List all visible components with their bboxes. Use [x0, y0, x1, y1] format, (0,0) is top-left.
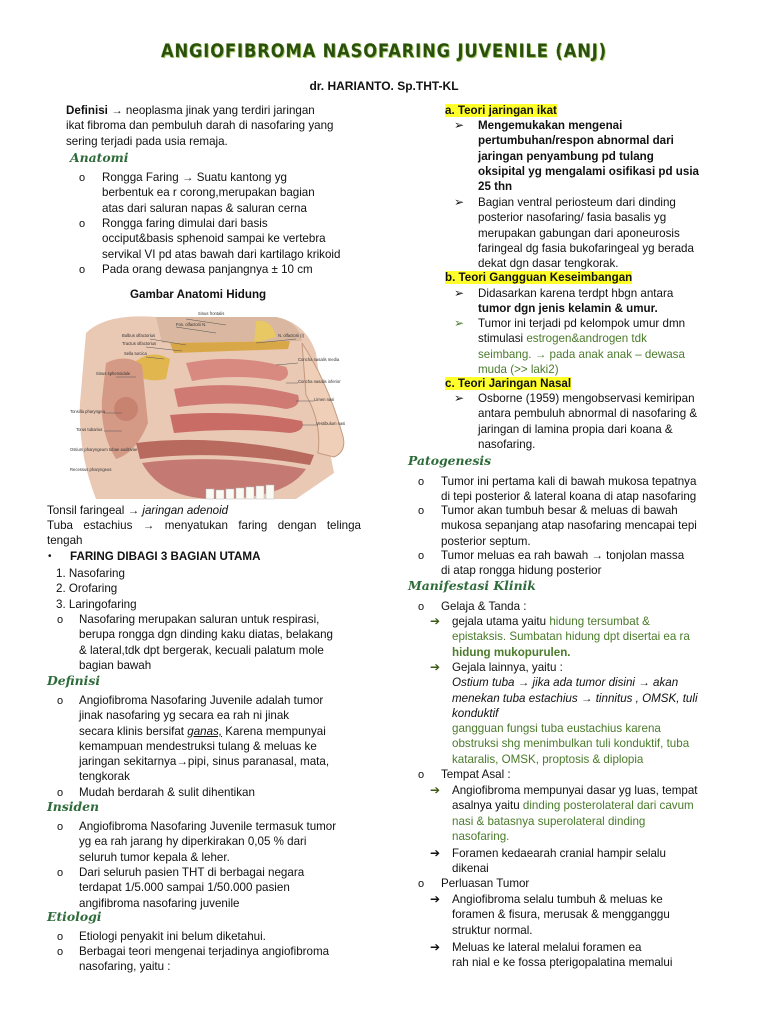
list-item: 3. Laringofaring	[56, 597, 137, 611]
text-span: Karena mempunyai	[222, 724, 326, 738]
list-item	[452, 783, 722, 844]
list-item-line: bagian bawah	[79, 658, 152, 672]
highlighted-heading: b. Teori Gangguan Keseimbangan	[445, 271, 633, 284]
list-item-line: angifibroma nasofaring juvenile	[79, 896, 240, 910]
figure-label: Concha nasalis media	[298, 357, 340, 362]
list-item-line: Etiologi penyakit ini belum diketahui.	[79, 930, 266, 943]
list-item-line: servikal VI pd atas bawah dari kartilago krikoid	[102, 247, 341, 261]
circle-bullet-icon: o	[57, 787, 64, 799]
circle-bullet-icon: o	[57, 867, 64, 879]
list-item	[79, 785, 255, 800]
arrow-bullet-icon: ➔	[430, 940, 441, 954]
list-item	[452, 892, 722, 938]
list-item-line: hidung mukopurulen.	[452, 645, 571, 659]
list-item-line: atas dari saluran napas & saluran cerna	[102, 201, 307, 215]
circle-bullet-icon: o	[79, 218, 86, 230]
list-item-line: Nasofaring merupakan saluran untuk respirasi,	[79, 613, 320, 626]
arrow-bullet-icon: ➔	[430, 660, 441, 674]
document-title: ANGIOFIBROMA NASOFARING JUVENILE (ANJ)	[160, 40, 608, 62]
text-span: gejala utama yaitu	[452, 615, 550, 628]
list-item-line: posterior nasofaring/ fasia basalis yg	[478, 211, 667, 225]
figure-label: N. olfactorii (I)	[278, 333, 305, 338]
text-span: asalnya yaitu	[452, 799, 523, 813]
faring-heading: FARING DIBAGI 3 BAGIAN UTAMA	[70, 550, 261, 563]
list-item-line	[79, 724, 362, 739]
figure-caption: Gambar Anatomi Hidung	[130, 288, 267, 301]
arrow-bullet-icon: ➔	[430, 892, 441, 906]
list-item-line	[478, 331, 722, 346]
nasal-anatomy-illustration	[66, 303, 354, 503]
list-item-line: oksipital yg mengalami osifikasi pd usia	[478, 164, 699, 178]
tonsil-text: jaringan adenoid	[139, 504, 229, 517]
section-heading-definisi: Definisi	[47, 673, 101, 688]
list-item	[452, 614, 722, 660]
intro-definition	[66, 103, 360, 149]
green-text: hidung tersumbat &	[549, 615, 650, 628]
circle-bullet-icon: o	[57, 614, 64, 626]
list-item-line: rah nial e ke fossa pterigopalatina memalui	[452, 956, 673, 970]
text-span: stimulasi	[478, 332, 527, 346]
figure-label: Sella turcica	[124, 351, 147, 356]
tuba-text: Tuba estachius → menyatukan faring dengan telinga	[47, 519, 361, 532]
list-item-line: jaringan sekitarnya→pipi, sinus paranasal, mata,	[79, 755, 330, 769]
teori-a-heading	[445, 103, 557, 118]
list-item	[441, 503, 722, 549]
list-item-line: Tumor ini terjadi pd kelompok umur dmn	[478, 317, 686, 330]
list-item	[452, 660, 722, 767]
list-item-line: Ostium tuba → jika ada tumor disini → akan	[452, 676, 679, 690]
list-item	[79, 865, 362, 911]
definisi-label: Definisi	[66, 104, 108, 117]
list-item-line: Angiofibroma selalu tumbuh & meluas ke	[452, 893, 663, 906]
list-item-line: Rongga Faring → Suatu kantong yg	[102, 171, 287, 184]
list-item	[79, 693, 362, 785]
intro-text: neoplasma jinak yang terdiri jaringan	[122, 104, 315, 117]
list-item-line: dekat dgn dasar tengkorak.	[478, 257, 619, 271]
list-item	[79, 944, 362, 975]
circle-bullet-icon: o	[57, 695, 64, 707]
list-item-line: foramen & fisura, merusak & mengganggu	[452, 908, 670, 922]
figure-label: Vestibulum nasi	[316, 421, 346, 426]
intro-text: ikat fibroma dan pembuluh darah di nasofaring yang	[66, 119, 334, 133]
teori-c-heading	[445, 376, 571, 391]
intro-text: sering terjadi pada usia remaja.	[66, 134, 228, 148]
circle-bullet-icon: o	[57, 931, 64, 943]
triangle-bullet-icon: ➢	[454, 316, 465, 330]
list-item-line: posterior septum.	[441, 534, 531, 548]
figure-label: Fos. olfactorii N.	[176, 322, 207, 327]
list-item-line: jinak nasofaring yg secara ea rah ni jinak	[79, 709, 290, 723]
list-item-line: Gejala lainnya, yaitu :	[452, 661, 563, 674]
arrow-bullet-icon: ➔	[430, 783, 441, 797]
list-item-line: Pada orang dewasa panjangnya ± 10 cm	[102, 263, 313, 276]
tuba-text: tengah	[47, 534, 83, 548]
list-item-line: nasofaring.	[478, 437, 536, 451]
arrow-icon: →	[111, 104, 123, 117]
list-item-line: Tumor ini pertama kali di bawah mukosa tepatnya	[441, 475, 697, 488]
list-item-line: Rongga faring dimulai dari basis	[102, 217, 268, 230]
section-heading-etiologi: Etiologi	[47, 909, 102, 924]
list-item-line: Bagian ventral periosteum dari dinding	[478, 196, 676, 209]
section-heading-manifestasi: Manifestasi Klinik	[408, 578, 536, 593]
bullet-icon: •	[48, 551, 52, 562]
list-item-line: faringeal dg fasia bukofaringeal yg berada	[478, 241, 694, 255]
tempat-label: Tempat Asal :	[441, 768, 511, 781]
nasofaring-description	[79, 612, 362, 673]
list-item-line: kataralis, OMSK, proptosis & diplopia	[452, 752, 644, 766]
circle-bullet-icon: o	[418, 769, 425, 781]
list-item-line: Mengemukakan mengenai	[478, 119, 623, 132]
circle-bullet-icon: o	[418, 550, 425, 562]
list-item-line: mukosa sepanjang atap nasofaring mencapai tepi	[441, 519, 697, 533]
list-item-line: gangguan fungsi tuba eustachius karena	[452, 722, 661, 736]
highlighted-heading: c. Teori Jaringan Nasal	[445, 377, 572, 390]
list-item-line: Osborne (1959) mengobservasi kemiripan	[478, 392, 695, 405]
arrow-icon: →	[127, 504, 140, 517]
tonsil-line	[47, 503, 228, 518]
circle-bullet-icon: o	[418, 878, 425, 890]
list-item: 1. Nasofaring	[56, 567, 125, 580]
circle-bullet-icon: o	[418, 601, 425, 613]
list-item	[478, 286, 722, 317]
list-item-line: 25 thn	[478, 180, 513, 194]
faring-parts-list	[56, 566, 137, 612]
list-item-line: di atap rongga hidung posterior	[441, 564, 602, 578]
circle-bullet-icon: o	[418, 476, 425, 488]
list-item	[478, 316, 722, 377]
circle-bullet-icon: o	[79, 264, 86, 276]
list-item-line: antara pembuluh abnormal di nasofaring &	[478, 407, 698, 421]
list-item	[478, 391, 722, 452]
perluasan-label: Perluasan Tumor	[441, 877, 530, 890]
list-item-line: tengkorak	[79, 770, 130, 784]
list-item-line: seimbang. → pada anak anak – dewasa	[478, 347, 685, 361]
highlighted-heading: a. Teori jaringan ikat	[445, 104, 557, 117]
circle-bullet-icon: o	[57, 821, 64, 833]
list-item	[102, 170, 361, 216]
list-item-line: menekan tuba estachius → tinnitus , OMSK, tuli	[452, 691, 698, 705]
section-heading-insiden: Insiden	[47, 799, 100, 814]
green-text: dinding posterolateral dari cavum	[522, 799, 694, 813]
list-item-line: yg ea rah jarang hy diperkirakan 0,05 % dari	[79, 835, 307, 849]
list-item-line: struktur normal.	[452, 923, 533, 937]
list-item-line: Angiofibroma mempunyai dasar yg luas, tempat	[452, 784, 698, 797]
list-item-line: nasi & batasnya superolateral dinding	[452, 814, 646, 828]
figure-label: Ostium pharyngeum tubae auditivae	[70, 447, 138, 452]
list-item-line: occiput&basis sphenoid sampai ke vertebra	[102, 232, 326, 246]
list-item-line: Tumor meluas ea rah bawah → tonjolan massa	[441, 549, 685, 562]
figure-label: Recessus pharyngeus	[70, 467, 112, 472]
list-item-line: seluruh tumor kepala & leher.	[79, 850, 230, 864]
list-item-line: Angiofibroma Nasofaring Juvenile adalah tumor	[79, 694, 324, 707]
list-item-line: Angiofibroma Nasofaring Juvenile termasuk tumor	[79, 820, 337, 833]
list-item-line: jaringan penyambung pd tulang	[478, 149, 654, 163]
list-item-line: nasofaring, yaitu :	[79, 960, 171, 974]
triangle-bullet-icon: ➢	[454, 195, 465, 209]
circle-bullet-icon: o	[57, 946, 64, 958]
gejala-label: Gelaja & Tanda :	[441, 600, 527, 613]
list-item	[441, 474, 722, 505]
list-item-line: Tumor akan tumbuh besar & meluas di bawah	[441, 504, 678, 517]
list-item: 2. Orofaring	[56, 582, 118, 596]
list-item-line: merupakan gabungan dari aponeurosis	[478, 226, 680, 240]
list-item-line: nasofaring.	[452, 829, 510, 843]
list-item-line: konduktif	[452, 706, 499, 720]
circle-bullet-icon: o	[79, 172, 86, 184]
list-item-line: kemampuan mendestruksi tulang & meluas ke	[79, 739, 317, 753]
list-item	[452, 940, 722, 971]
figure-label: Tonsilla pharyngea	[70, 409, 105, 414]
list-item-line: & lateral,tdk dpt bergerak, kecuali palatum mole	[79, 643, 324, 657]
section-heading-patogenesis: Patogenesis	[408, 453, 492, 468]
underlined-text: ganas,	[187, 724, 223, 738]
tonsil-label: Tonsil faringeal	[47, 504, 128, 517]
teori-b-heading	[445, 270, 632, 285]
list-item	[79, 819, 362, 865]
figure-label: Bulbus olfactorius	[122, 333, 156, 338]
circle-bullet-icon: o	[418, 505, 425, 517]
figure-label: Limen nasi	[314, 397, 335, 402]
list-item-line: Didasarkan karena terdpt hbgn antara	[478, 287, 674, 300]
list-item-line: pertumbuhan/respon abnormal dari	[478, 134, 674, 148]
triangle-bullet-icon: ➢	[454, 118, 465, 132]
list-item	[79, 929, 362, 944]
list-item-line: berupa rongga dgn dinding kaku diatas, belakang	[79, 628, 333, 642]
list-item	[478, 118, 722, 194]
list-item-line: Foramen kedaearah cranial hampir selalu	[452, 847, 666, 860]
text-span: secara klinis bersifat	[79, 724, 188, 738]
triangle-bullet-icon: ➢	[454, 391, 465, 405]
list-item	[478, 195, 722, 271]
arrow-bullet-icon: ➔	[430, 846, 441, 860]
list-item	[441, 548, 722, 579]
list-item-line	[452, 798, 722, 813]
author-line: dr. HARIANTO. Sp.THT-KL	[309, 79, 459, 93]
list-item	[452, 846, 722, 877]
list-item-line: Berbagai teori mengenai terjadinya angiofibroma	[79, 945, 330, 958]
arrow-bullet-icon: ➔	[430, 614, 441, 628]
list-item-line: Meluas ke lateral melalui foramen ea	[452, 941, 642, 954]
list-item-line: muda (>> laki2)	[478, 362, 559, 376]
triangle-bullet-icon: ➢	[454, 286, 465, 300]
green-text: estrogen&androgen tdk	[526, 332, 647, 346]
list-item-line: Mudah berdarah & sulit dihentikan	[79, 786, 255, 799]
list-item-line: Dari seluruh pasien THT di berbagai negara	[79, 866, 305, 879]
list-item-line: jaringan di lamina propia dari koana &	[478, 422, 673, 436]
list-item-line	[452, 614, 722, 629]
list-item	[102, 216, 361, 262]
figure-label: Sinus frontalis	[198, 311, 225, 316]
list-item	[102, 262, 361, 277]
list-item-line: terdapat 1/5.000 sampai 1/50.000 pasien	[79, 881, 290, 895]
list-item-line: epistaksis. Sumbatan hidung dpt disertai ea ra	[452, 630, 690, 644]
list-item-line: dikenai	[452, 862, 489, 876]
list-item-line: berbentuk ea r corong,merupakan bagian	[102, 186, 315, 200]
figure-label: Torus tubarius	[76, 427, 103, 432]
list-item-line: di tepi posterior & lateral koana di atap nasofaring	[441, 490, 697, 504]
figure-label: Sinus sphenoidale	[96, 371, 131, 376]
figure-label: Concha nasalis inferior	[298, 379, 341, 384]
list-item-line: obstruksi shg menimbulkan tuli konduktif, tuba	[452, 737, 690, 751]
figure-label: Tractus olfactorius	[122, 341, 157, 346]
section-heading-anatomi: Anatomi	[70, 150, 129, 165]
tuba-line	[47, 518, 361, 549]
list-item-line: tumor dgn jenis kelamin & umur.	[478, 302, 658, 316]
